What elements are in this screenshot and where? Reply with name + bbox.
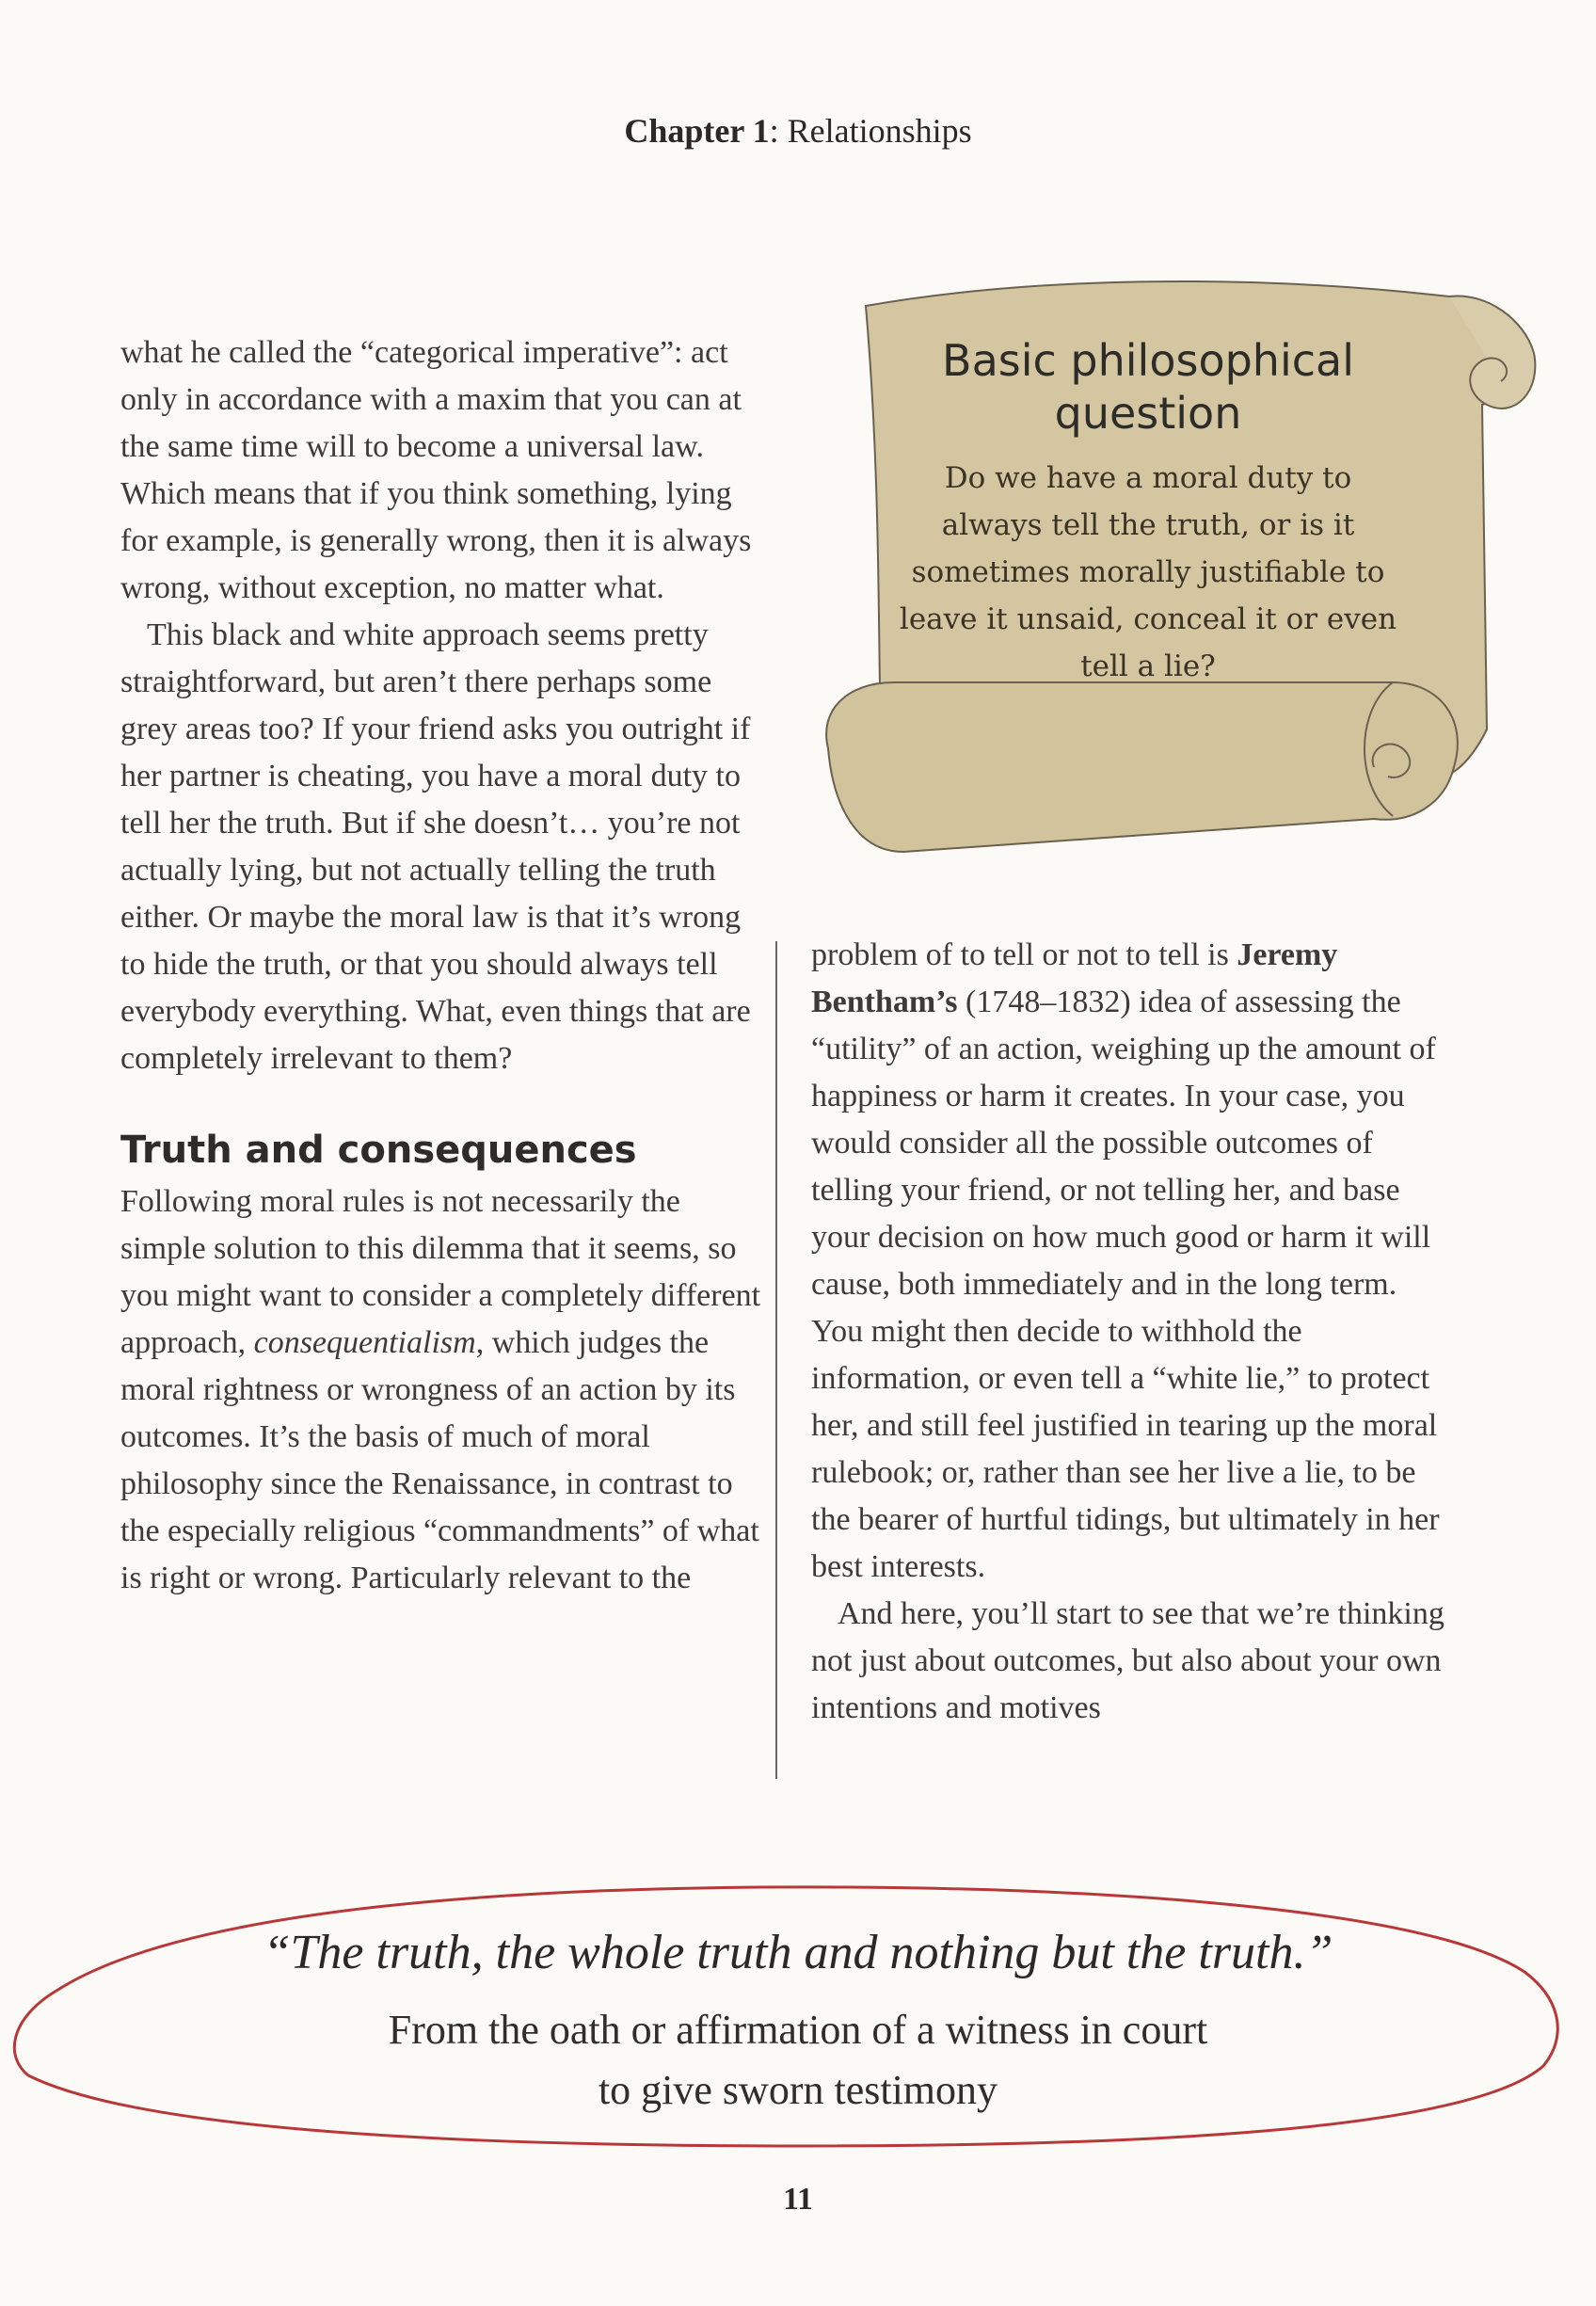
column-divider <box>775 941 777 1779</box>
right-paragraph-1-end: (1748–1832) idea of assessing the “utility” of an action, weighing up the amount of happiness or harm it creates. In your case, you would consider all the possible outcomes of telling your friend, or not telling her, and base your decision on how much good or harm it will cause, both immediately and in the long term. You might then decide to withhold the information, or even tell a “white lie,” to protect her, and still feel justified in tearing up the moral rulebook; or, rather than see her live a lie, to be the bearer of hurtful tidings, but ultimately in her best interests. <box>811 985 1440 1584</box>
left-paragraph-3-end: , which judges the moral rightness or wrongness of an action by its outcomes. It’s the basis of much of moral philosophy since the Renaissance, in contrast to the especially religious “commandments” of what is right or wrong. Particularly relevant to the <box>120 1325 759 1595</box>
quote-callout <box>0 1868 1596 2170</box>
right-paragraph-1 <box>811 932 1451 1591</box>
quote-source-line-2: to give sworn testimony <box>598 2067 998 2113</box>
chapter-label: Chapter 1 <box>624 112 770 150</box>
scroll-title: Basic philosophical question <box>942 335 1354 439</box>
section-heading: Truth and consequences <box>120 1129 637 1172</box>
right-column <box>811 932 1451 1732</box>
right-paragraph-1-start: problem of to tell or not to tell is <box>811 937 1237 972</box>
consequentialism-term: consequentialism <box>253 1325 476 1360</box>
chapter-title: : Relationships <box>769 112 972 150</box>
scroll-question-text: Do we have a moral duty to always tell the truth, or is it sometimes morally justifiable to leave it unsaid, conceal it or even tell a lie? <box>899 461 1397 683</box>
left-paragraph-3-start: Following moral rules is not necessarily the simple solution to this dilemma that it seems, so you might want to consider a completely different approach, <box>120 1184 761 1360</box>
right-paragraph-2: And here, you’ll start to see that we’re thinking not just about outcomes, but also about your own intentions and motives <box>811 1596 1444 1725</box>
page-number: 11 <box>782 2182 814 2217</box>
left-paragraph-1: what he called the “categorical imperative”: act only in accordance with a maxim that you can at the same time will to become a universal law. Which means that if you think something, lying for example, is generally wrong, then it is always wrong, without exception, no matter what. <box>120 335 752 605</box>
bentham-name: Jeremy Bentham’s <box>811 937 1338 1019</box>
left-paragraph-3 <box>120 1178 770 1602</box>
left-paragraph-2: This black and white approach seems pretty straightforward, but aren’t there perhaps some grey areas too? If your friend asks you outright if her partner is cheating, you have a moral duty to tell her the truth. But if she doesn’t… you’re not actually lying, but not actually telling the truth either. Or maybe the moral law is that it’s wrong to hide the truth, or that you should always tell everybody everything. What, even things that are completely irrelevant to them? <box>120 617 751 1076</box>
running-head <box>0 111 1596 151</box>
quote-source <box>0 2000 1596 2121</box>
philosophical-question-scroll <box>790 240 1543 880</box>
quote-text: “The truth, the whole truth and nothing but the truth.” <box>263 1926 1333 1979</box>
left-column <box>120 329 770 1602</box>
quote-source-line-1: From the oath or affirmation of a witness in court <box>388 2007 1208 2053</box>
